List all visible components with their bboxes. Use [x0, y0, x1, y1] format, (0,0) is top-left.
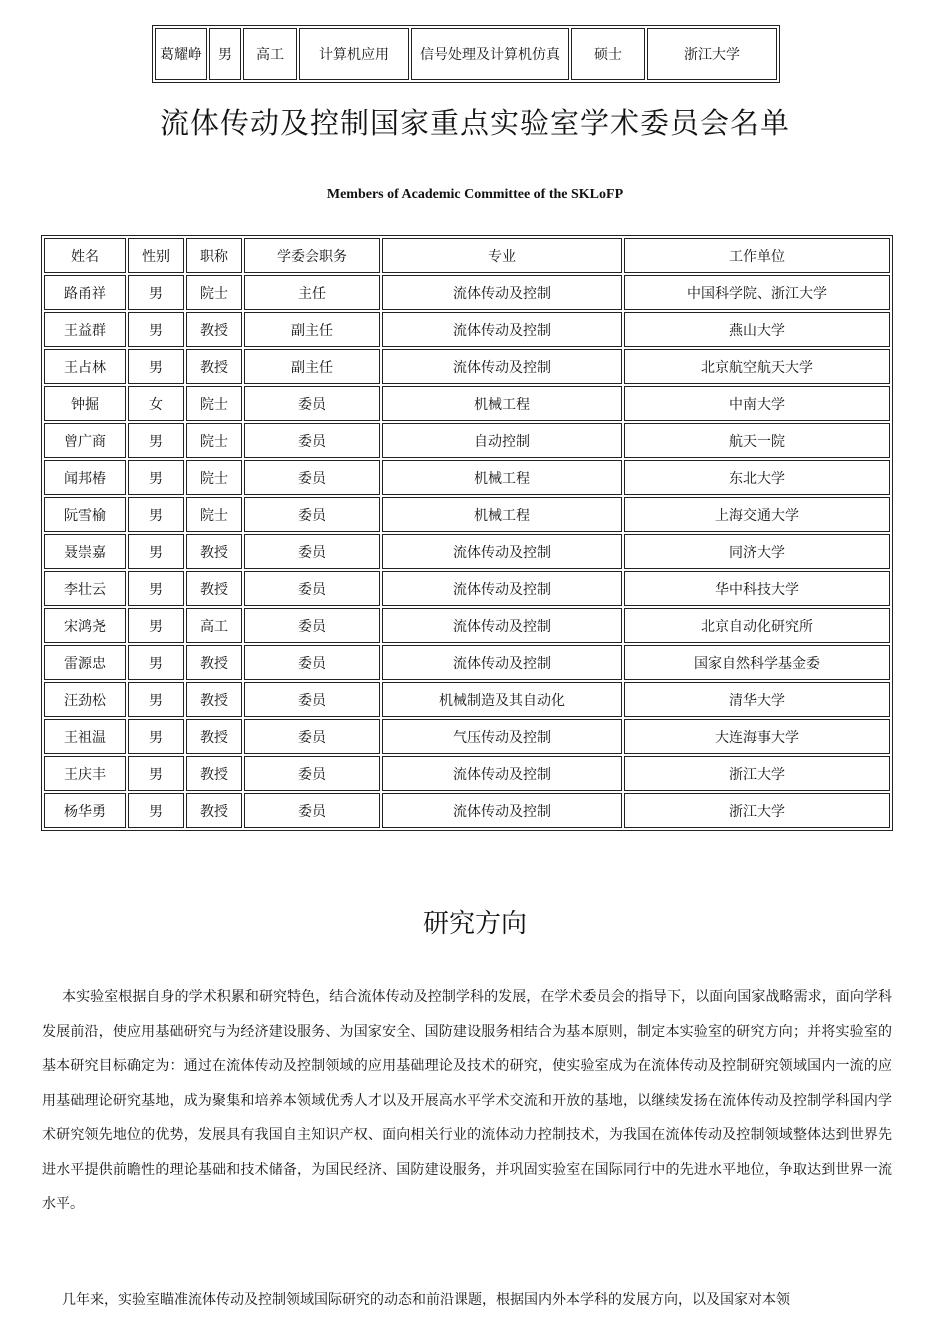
column-header-name: 姓名	[44, 238, 126, 273]
cell-gender: 男	[128, 349, 184, 384]
cell-gender: 男	[128, 423, 184, 458]
cell-major: 流体传动及控制	[382, 608, 622, 643]
table-row	[44, 534, 890, 569]
cell-title: 教授	[186, 571, 242, 606]
cell-title: 院士	[186, 460, 242, 495]
cell-role: 委员	[244, 793, 380, 828]
cell-unit: 同济大学	[624, 534, 890, 569]
cell-unit: 上海交通大学	[624, 497, 890, 532]
cell-gender: 男	[128, 793, 184, 828]
table-row	[44, 608, 890, 643]
cell-unit: 中国科学院、浙江大学	[624, 275, 890, 310]
cell-title: 教授	[186, 349, 242, 384]
column-header-role: 学委会职务	[244, 238, 380, 273]
column-header-gender: 性别	[128, 238, 184, 273]
cell-name: 王庆丰	[44, 756, 126, 791]
cell-major: 机械工程	[382, 386, 622, 421]
cell-name: 雷源忠	[44, 645, 126, 680]
cell-field: 计算机应用	[299, 28, 409, 80]
cell-role: 副主任	[244, 312, 380, 347]
cell-gender: 男	[128, 608, 184, 643]
table-row	[44, 460, 890, 495]
cell-gender: 男	[128, 682, 184, 717]
table-row	[44, 312, 890, 347]
cell-role: 委员	[244, 571, 380, 606]
cell-unit: 浙江大学	[647, 28, 777, 80]
column-header-title: 职称	[186, 238, 242, 273]
section-title: 研究方向	[422, 909, 527, 939]
cell-name: 汪劲松	[44, 682, 126, 717]
committee-table	[41, 235, 893, 831]
cell-major: 流体传动及控制	[382, 312, 622, 347]
cell-gender: 男	[128, 719, 184, 754]
table-row	[44, 423, 890, 458]
page-title: 流体传动及控制国家重点实验室学术委员会名单	[159, 106, 790, 140]
cell-title: 教授	[186, 312, 242, 347]
cell-role: 委员	[244, 497, 380, 532]
cell-major: 流体传动及控制	[382, 793, 622, 828]
cell-gender: 男	[128, 571, 184, 606]
cell-title: 教授	[186, 645, 242, 680]
cell-gender: 男	[128, 534, 184, 569]
cell-name: 路甬祥	[44, 275, 126, 310]
cell-unit: 国家自然科学基金委	[624, 645, 890, 680]
cell-name: 王占林	[44, 349, 126, 384]
cell-name: 王祖温	[44, 719, 126, 754]
cell-title: 高工	[243, 28, 297, 80]
cell-research: 信号处理及计算机仿真	[411, 28, 569, 80]
column-header-major: 专业	[382, 238, 622, 273]
cell-major: 气压传动及控制	[382, 719, 622, 754]
paragraph-research-direction: 本实验室根据自身的学术积累和研究特色，结合流体传动及控制学科的发展，在学术委员会的指导下，以面向国家战略需求，面向学科发展前沿，使应用基础研究与为经济建设服务、为国家安全、国防建设服务相结合为基本原则，制定本实验室的研究方向；并将实验室的基本研究目标确定为：通过在流体传动及控制领域的应用基础理论及技术的研究，使实验室成为在流体传动及控制研究领域国内一流的应用基础理论研究基地，成为聚集和培养本领域优秀人才以及开展高水平学术交流和开放的基地，以继续发扬在流体传动及控制学科国内学术研究领先地位的优势，发展具有我国自主知识产权、面向相关行业的流体动力控制技术，为我国在流体传动及控制领域整体达到世界先进水平提供前瞻性的理论基础和技术储备，为国民经济、国防建设服务，并巩固实验室在国际同行中的先进水平地位，争取达到世界一流水平。	[42, 989, 892, 1212]
previous-page-table-row	[152, 25, 780, 83]
cell-title: 高工	[186, 608, 242, 643]
cell-name: 钟掘	[44, 386, 126, 421]
cell-role: 委员	[244, 534, 380, 569]
table-row	[44, 756, 890, 791]
cell-degree: 硕士	[571, 28, 645, 80]
cell-gender: 男	[128, 312, 184, 347]
cell-major: 流体传动及控制	[382, 571, 622, 606]
cell-major: 流体传动及控制	[382, 645, 622, 680]
table-row	[44, 571, 890, 606]
table-row	[44, 719, 890, 754]
cell-title: 院士	[186, 275, 242, 310]
cell-name: 杨华勇	[44, 793, 126, 828]
cell-gender: 男	[128, 275, 184, 310]
committee-table-body	[44, 275, 890, 828]
cell-name: 李壮云	[44, 571, 126, 606]
cell-unit: 浙江大学	[624, 756, 890, 791]
cell-major: 机械工程	[382, 497, 622, 532]
cell-unit: 燕山大学	[624, 312, 890, 347]
cell-role: 委员	[244, 423, 380, 458]
cell-role: 委员	[244, 608, 380, 643]
cell-major: 流体传动及控制	[382, 756, 622, 791]
cell-name: 王益群	[44, 312, 126, 347]
table-row	[155, 28, 777, 80]
cell-title: 院士	[186, 386, 242, 421]
cell-role: 委员	[244, 460, 380, 495]
table-row	[44, 682, 890, 717]
cell-unit: 北京航空航天大学	[624, 349, 890, 384]
table-header-row	[44, 238, 890, 273]
table-row	[44, 793, 890, 828]
cell-title: 院士	[186, 497, 242, 532]
table-row	[44, 497, 890, 532]
cell-unit: 大连海事大学	[624, 719, 890, 754]
cell-title: 院士	[186, 423, 242, 458]
column-header-unit: 工作单位	[624, 238, 890, 273]
cell-gender: 男	[128, 756, 184, 791]
cell-major: 机械制造及其自动化	[382, 682, 622, 717]
cell-unit: 清华大学	[624, 682, 890, 717]
table-row	[44, 645, 890, 680]
table-row	[44, 275, 890, 310]
cell-title: 教授	[186, 756, 242, 791]
cell-unit: 航天一院	[624, 423, 890, 458]
cell-unit: 华中科技大学	[624, 571, 890, 606]
cell-title: 教授	[186, 719, 242, 754]
cell-role: 委员	[244, 682, 380, 717]
table-row	[44, 349, 890, 384]
cell-title: 教授	[186, 534, 242, 569]
cell-major: 流体传动及控制	[382, 275, 622, 310]
cell-unit: 中南大学	[624, 386, 890, 421]
page-subtitle: Members of Academic Committee of the SKLoFP	[326, 187, 624, 202]
cell-title: 教授	[186, 793, 242, 828]
cell-role: 委员	[244, 386, 380, 421]
cell-gender: 男	[128, 497, 184, 532]
cell-gender: 女	[128, 386, 184, 421]
cell-major: 流体传动及控制	[382, 349, 622, 384]
cell-role: 委员	[244, 719, 380, 754]
cell-major: 流体传动及控制	[382, 534, 622, 569]
cell-unit: 北京自动化研究所	[624, 608, 890, 643]
table-row	[44, 386, 890, 421]
cell-name: 曾广商	[44, 423, 126, 458]
cell-unit: 浙江大学	[624, 793, 890, 828]
cell-gender: 男	[128, 460, 184, 495]
cell-name: 聂崇嘉	[44, 534, 126, 569]
cell-role: 主任	[244, 275, 380, 310]
cell-gender: 男	[209, 28, 241, 80]
cell-name: 阮雪榆	[44, 497, 126, 532]
cell-name: 闻邦椿	[44, 460, 126, 495]
cell-unit: 东北大学	[624, 460, 890, 495]
cell-name: 葛耀峥	[155, 28, 207, 80]
cell-major: 自动控制	[382, 423, 622, 458]
cell-major: 机械工程	[382, 460, 622, 495]
cell-role: 委员	[244, 645, 380, 680]
cell-gender: 男	[128, 645, 184, 680]
cell-name: 宋鸿尧	[44, 608, 126, 643]
paragraph-progress: 几年来，实验室瞄准流体传动及控制领域国际研究的动态和前沿课题，根据国内外本学科的发展方向，以及国家对本领	[62, 1292, 790, 1308]
cell-role: 副主任	[244, 349, 380, 384]
cell-role: 委员	[244, 756, 380, 791]
cell-title: 教授	[186, 682, 242, 717]
